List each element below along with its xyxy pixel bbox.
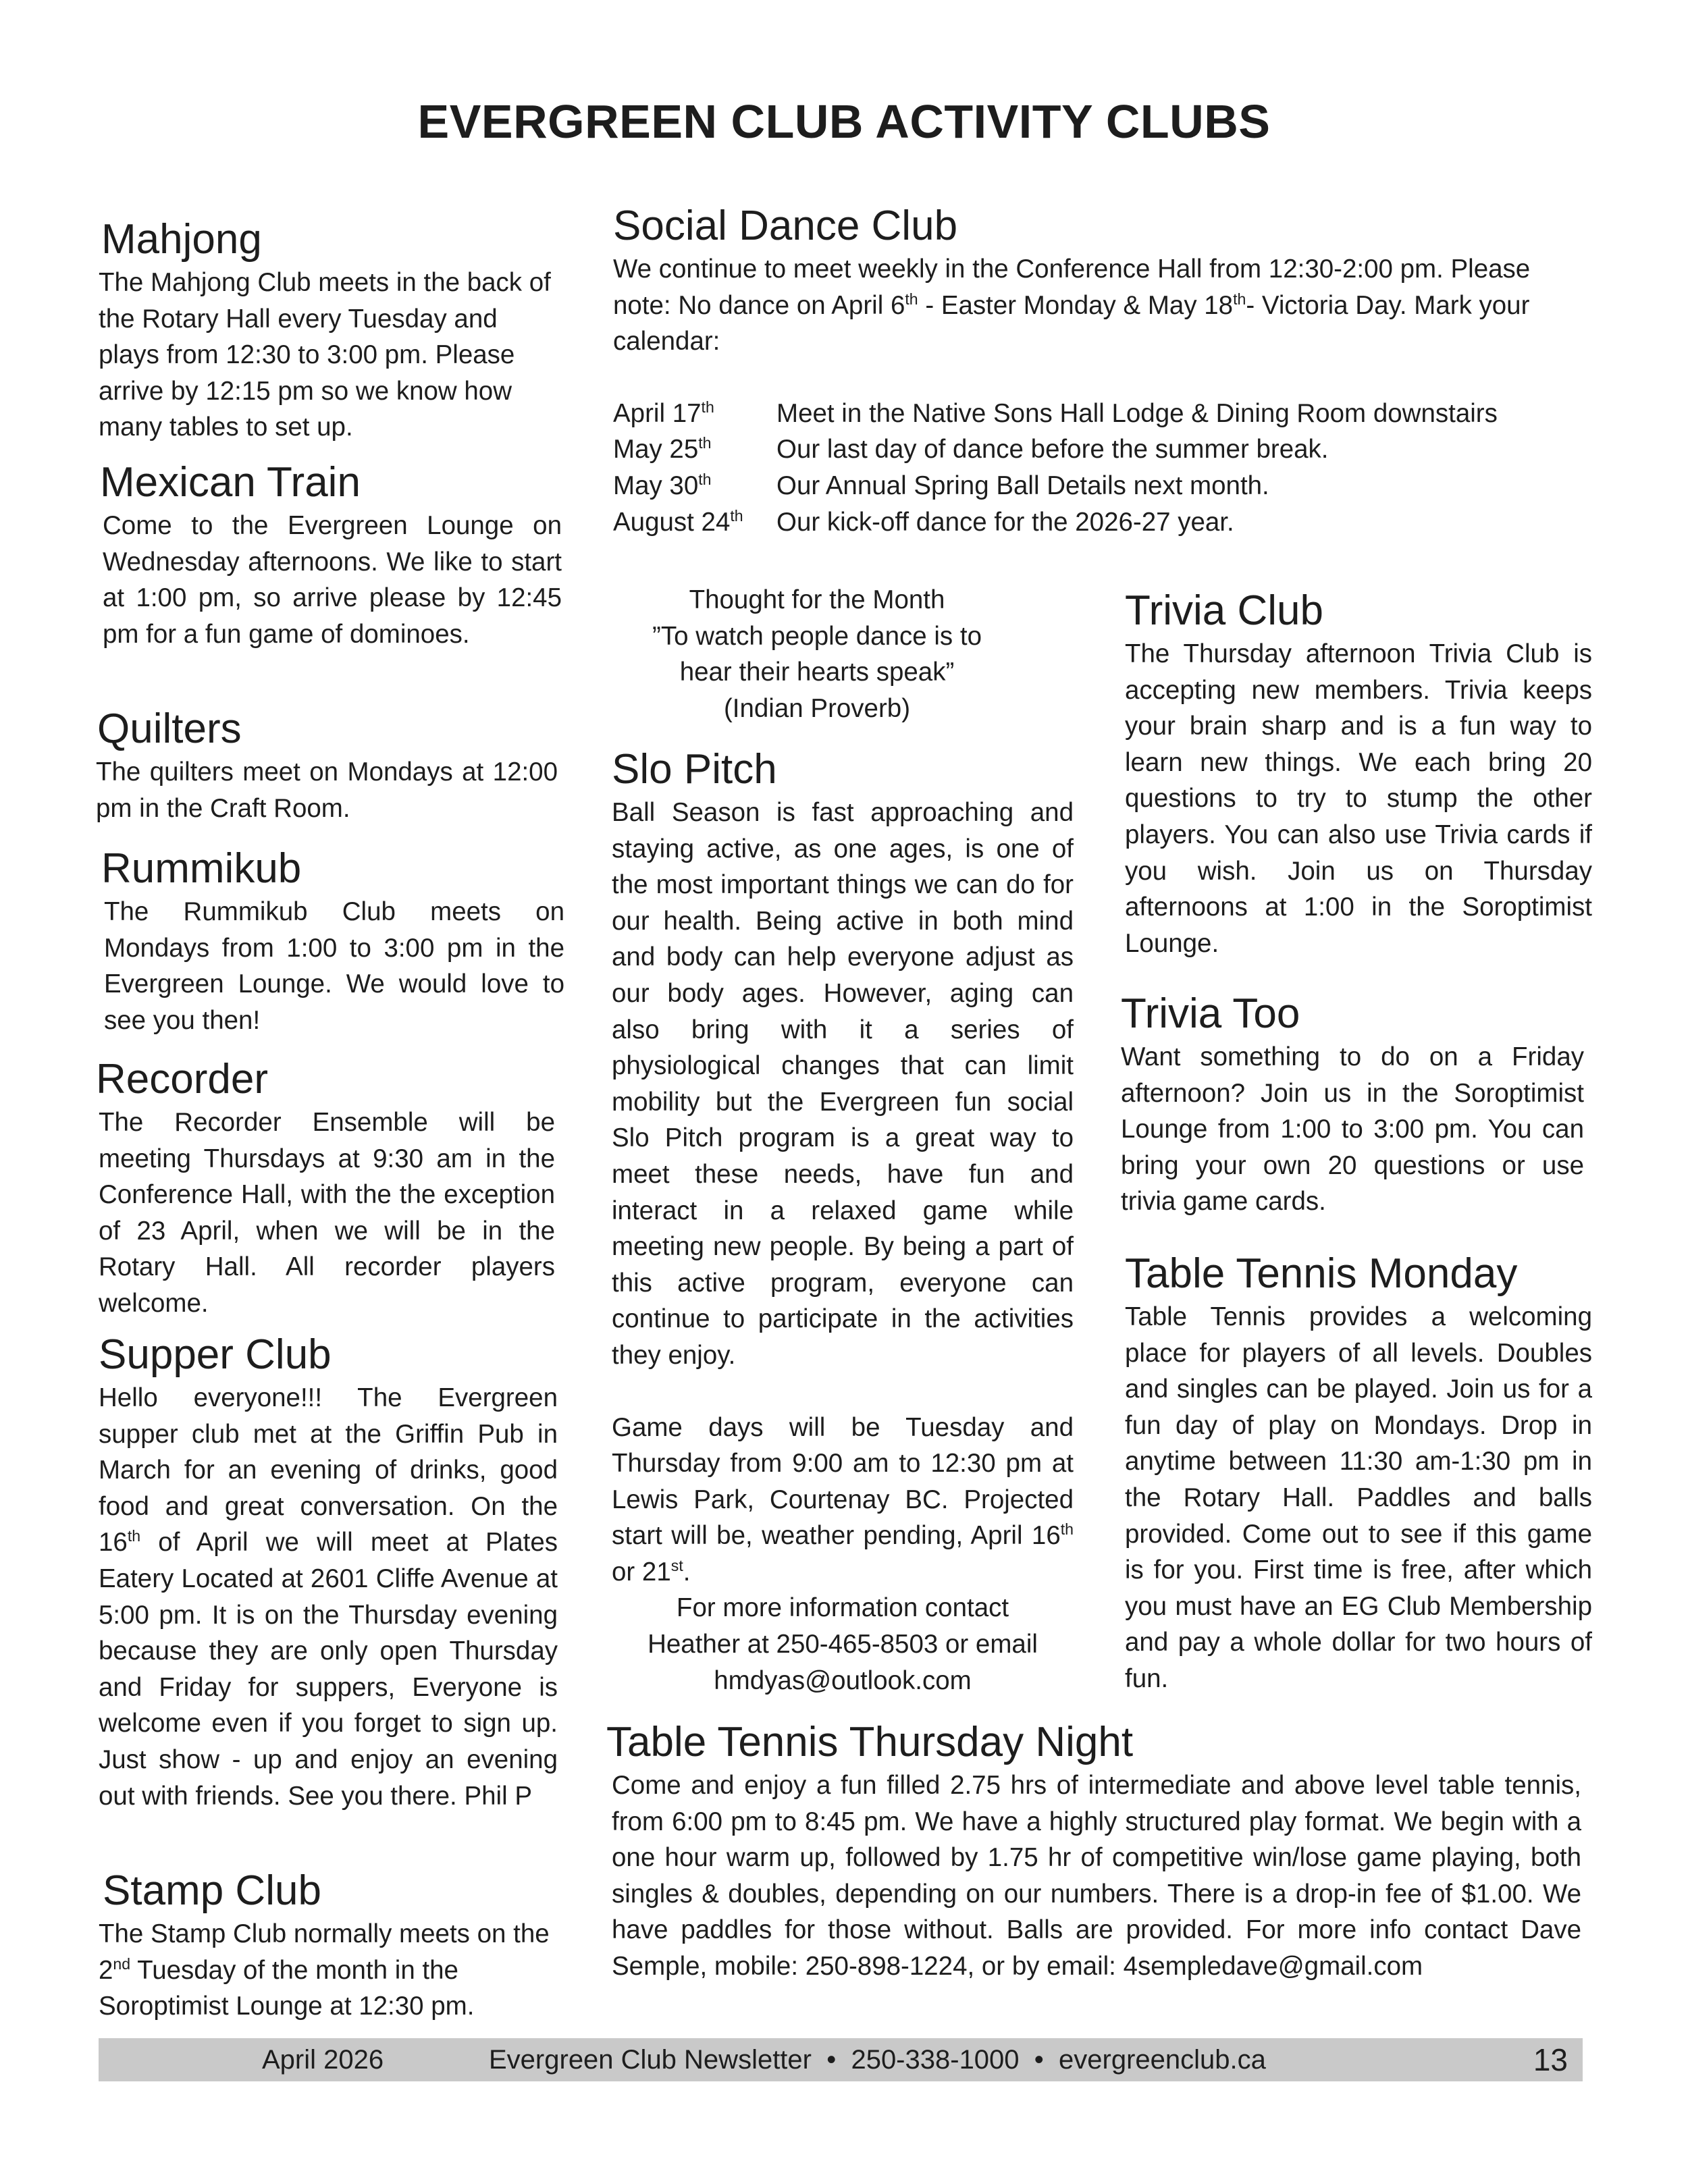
table-tennis-thursday-section [606, 1717, 1581, 1985]
section-text [99, 1916, 558, 2025]
section-heading: Rummikub [101, 845, 302, 892]
section-heading: Stamp Club [103, 1867, 321, 1914]
section-text [99, 1380, 558, 1814]
schedule-date: May 25th [613, 434, 712, 464]
section-heading: Slo Pitch [612, 746, 777, 793]
quilters-section [97, 704, 558, 826]
section-heading: Table Tennis Thursday Night [606, 1719, 1134, 1765]
superscript: th [905, 290, 918, 308]
mahjong-section [101, 215, 555, 446]
section-heading: Supper Club [99, 1331, 332, 1378]
section-text: Table Tennis provides a welcoming place for players of all levels. Doubles and singles can be played. Join us for a fun day of play on Mondays. Drop in anytime between 11:30 am-1:30 pm in the Rotary Hall. Paddles and balls provided. Come out to see if this game is for you. First time is free, after which you must have an EG Club Membership and pay a whole dollar for two hours of fun. [1125, 1302, 1592, 1693]
superscript: st [670, 1557, 683, 1575]
table-tennis-monday-section [1125, 1249, 1592, 1697]
footer-newsletter-info: Evergreen Club Newsletter • 250-338-1000 • evergreenclub.ca [489, 2045, 1266, 2075]
superscript: th [127, 1527, 141, 1545]
footer-bar [99, 2038, 1583, 2081]
social-dance-section [613, 201, 1592, 540]
schedule-date: May 30th [613, 471, 712, 500]
section-heading: Mahjong [101, 216, 262, 263]
mexican-train-section [100, 458, 562, 652]
schedule-date: April 17th [613, 398, 714, 428]
text-part: We continue to meet weekly in the Conference Hall from 12:30-2:00 pm. Please note: No dance on April 6 [613, 255, 1531, 320]
page-number: 13 [1533, 2042, 1568, 2077]
section-heading: Table Tennis Monday [1125, 1250, 1518, 1297]
section-heading: Trivia Too [1121, 990, 1300, 1037]
section-text: The Thursday afternoon Trivia Club is accepting new members. Trivia keeps your brain sharp and is a fun way to learn new things. We each bring 20 questions to try to stump the other players. You can also use Trivia cards if you wish. Join us on Thursday afternoons at 1:00 in the Soroptimist Lounge. [1125, 639, 1592, 958]
slo-pitch-section [612, 745, 1074, 1699]
schedule-date: August 24th [613, 506, 743, 537]
text-part: Tuesday of the month in the Soroptimist Lounge at 12:30 pm. [99, 1955, 475, 2021]
contact-text: Heather at 250-465-8503 or email [648, 1630, 1038, 1659]
schedule-event: Our kick-off dance for the 2026-27 year. [776, 507, 1234, 537]
supper-club-section [99, 1330, 558, 1814]
contact-text: For more information contact [676, 1593, 1009, 1623]
contact-email-link[interactable]: hmdyas@outlook.com [714, 1666, 972, 1695]
section-text: The Mahjong Club meets in the back of the Rotary Hall every Tuesday and plays from 12:30 to 3:00 pm. Please arrive by 12:15 pm so we know how many tables to set up. [99, 268, 551, 442]
thought-for-the-month [608, 582, 1026, 726]
trivia-too-section [1121, 989, 1584, 1220]
section-text: Ball Season is fast approaching and staying active, as one ages, is one of the most important things we can do for our health. Being active in both mind and body can help everyone adjust as our body ages. However, aging can also bring with it a series of physiological changes that can limit mobility but the Evergreen fun social Slo Pitch program is a great way to meet these needs, have fun and interact in a relaxed game while meeting new people. By being a part of this active program, everyone can continue to participate in the activities they enjoy. [612, 798, 1074, 1370]
text-part: - Easter Monday & May 18 [918, 290, 1234, 320]
text-part: - Victoria Day. Mark your calendar: [613, 290, 1530, 356]
section-text: The Rummikub Club meets on Mondays from 1:00 to 3:00 pm in the Evergreen Lounge. We would love to see you then! [104, 897, 564, 1035]
schedule-event: Meet in the Native Sons Hall Lodge & Dining Room downstairs [776, 398, 1498, 428]
thought-source: (Indian Proverb) [723, 693, 911, 723]
text-part: or 21 [612, 1557, 671, 1587]
section-text: Want something to do on a Friday afternoon? Join us in the Soroptimist Lounge from 1:00 to 3:00 pm. You can bring your own 20 questions or use trivia game cards. [1121, 1042, 1584, 1217]
thought-quote: hear their hearts speak” [679, 658, 955, 687]
text-part: . [683, 1557, 691, 1587]
recorder-section [96, 1055, 555, 1322]
stamp-club-section [99, 1866, 558, 2025]
section-heading: Trivia Club [1125, 587, 1323, 634]
section-heading: Quilters [97, 705, 242, 752]
schedule-event: Our Annual Spring Ball Details next month. [776, 471, 1269, 500]
superscript: th [1060, 1520, 1074, 1539]
thought-label: Thought for the Month [689, 585, 945, 614]
footer-date: April 2026 [262, 2045, 384, 2075]
text-part: Hello everyone!!! The Evergreen supper club met at the Griffin Pub in March for an evening of drinks, good food and great conversation. On the 16 [99, 1383, 558, 1557]
section-text: The quilters meet on Mondays at 12:00 pm in the Craft Room. [96, 757, 558, 823]
section-heading: Mexican Train [100, 459, 361, 506]
game-days-text [612, 1410, 1074, 1591]
section-text: Come to the Evergreen Lounge on Wednesday afternoons. We like to start at 1:00 pm, so arrive please by 12:45 pm for a fun game of dominoes. [103, 511, 562, 649]
page-title: EVERGREEN CLUB ACTIVITY CLUBS [417, 95, 1271, 148]
section-heading: Social Dance Club [613, 203, 958, 249]
schedule-event: Our last day of dance before the summer break. [776, 435, 1329, 464]
dance-schedule [613, 396, 1592, 540]
section-text: Come and enjoy a fun filled 2.75 hrs of intermediate and above level table tennis, from 6:00 pm to 8:45 pm. We have a highly structured play format. We begin with a one hour warm up, followed by 1.75 hr of competitive win/lose game playing, both singles & doubles, depending on our numbers. There is a drop-in fee of $1.00. We have paddles for those without. Balls are provided. For more info contact Dave Semple, mobile: 250-898-1224, or by email: 4sempledave@gmail.com [612, 1771, 1581, 1981]
text-part: of April we will meet at Plates Eatery Located at 2601 Cliffe Avenue at 5:00 pm. It is on the Thursday evening because they are only open Thursday and Friday for suppers, Everyone is welcome even if you forget to sign up. Just show - up and enjoy an evening out with friends. See you there. Phil P [99, 1528, 558, 1811]
trivia-club-section [1125, 586, 1592, 961]
section-text [613, 251, 1592, 360]
thought-quote: ”To watch people dance is to [652, 621, 982, 651]
superscript: nd [113, 1954, 131, 1973]
section-text: The Recorder Ensemble will be meeting Thursdays at 9:30 am in the Conference Hall, with the the exception of 23 April, when we will be in the Rotary Hall. All recorder players welcome. [99, 1108, 555, 1318]
text-part: The Stamp Club normally meets on the 2 [99, 1919, 550, 1985]
rummikub-section [101, 844, 564, 1038]
section-heading: Recorder [96, 1056, 268, 1102]
text-part: Game days will be Tuesday and Thursday from 9:00 am to 12:30 pm at Lewis Park, Courtenay BC. Projected start will be, weather pending, April 16 [612, 1412, 1074, 1551]
superscript: th [1233, 290, 1246, 308]
